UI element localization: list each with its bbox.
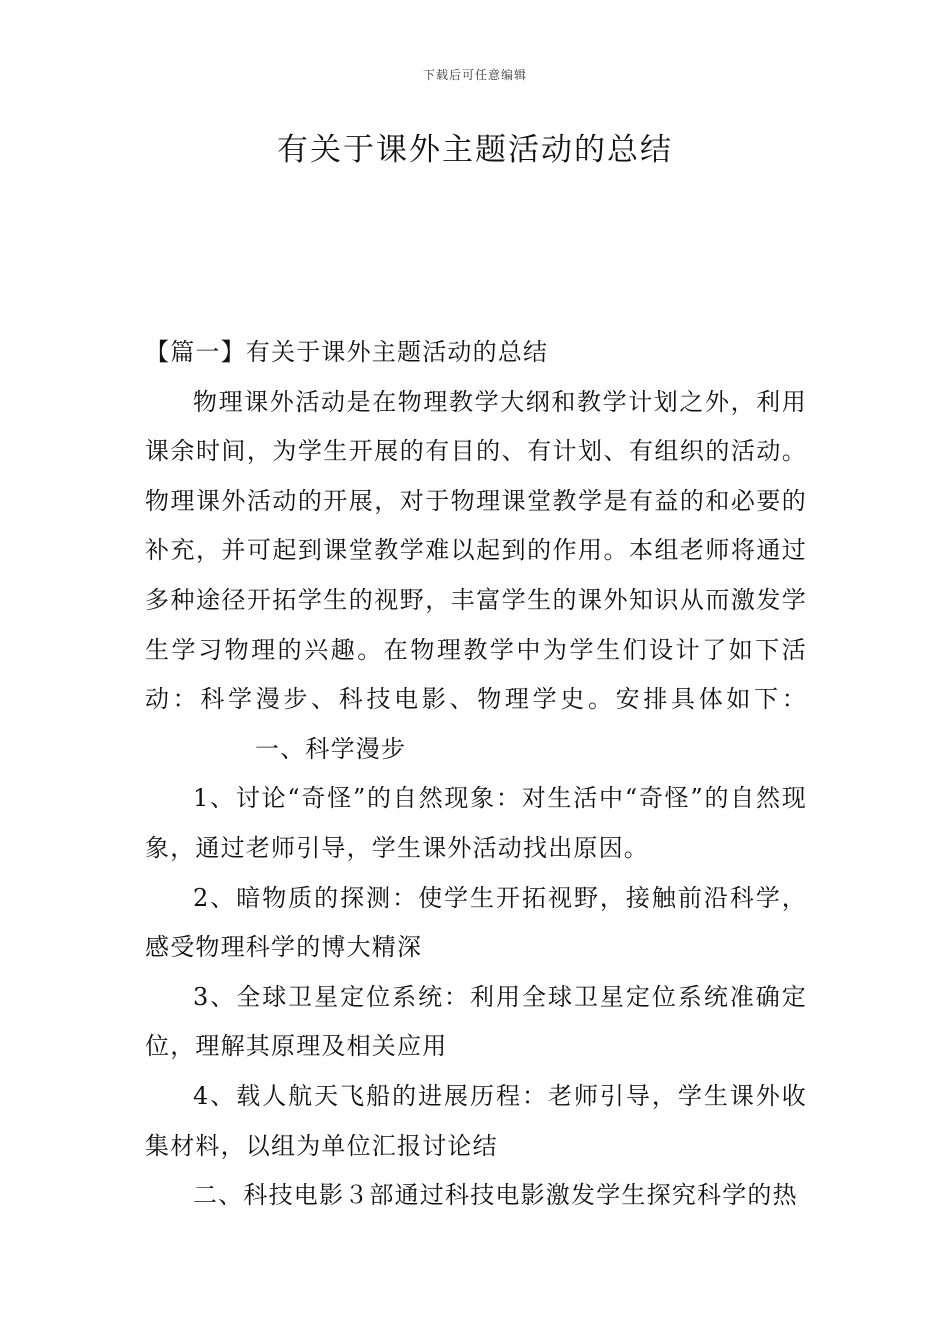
section-paragraph-science-films: 二、科技电影３部通过科技电影激发学生探究科学的热 (193, 1181, 798, 1210)
intro-paragraph (145, 378, 807, 775)
document-body (145, 328, 807, 1221)
list-item: 1、讨论“奇怪”的自然现象：对生活中“奇怪”的自然现象，通过老师引导，学生课外活动找出原因。 (145, 784, 807, 862)
intro-paragraph-text: 物理课外活动是在物理教学大纲和教学计划之外，利用课余时间，为学生开展的有目的、有计划、有组织的活动。物理课外活动的开展，对于物理课堂教学是有益的和必要的补充，并可起到课堂教学难以起到的作用。本组老师将通过多种途径开拓学生的视野，丰富学生的课外知识从而激发学生学习物理的兴趣。在物理教学中为学生们设计了如下活动：科学漫步、科技电影、物理学史。安排具体如下： (145, 387, 807, 714)
sub-heading-science-walk: 一、科学漫步 (255, 734, 407, 763)
list-item: 2、暗物质的探测：使学生开拓视野，接触前沿科学，感受物理科学的博大精深 (145, 883, 807, 962)
document-title: 有关于课外主题活动的总结 (277, 132, 673, 168)
list-item: 3、全球卫星定位系统：利用全球卫星定位系统准确定位，理解其原理及相关应用 (145, 982, 807, 1061)
list-item: 4、载人航天飞船的进展历程：老师引导，学生课外收集材料，以组为单位汇报讨论结 (145, 1081, 807, 1160)
section-heading: 【篇一】有关于课外主题活动的总结 (145, 338, 549, 366)
page-header-note: 下载后可任意编辑 (422, 68, 527, 82)
